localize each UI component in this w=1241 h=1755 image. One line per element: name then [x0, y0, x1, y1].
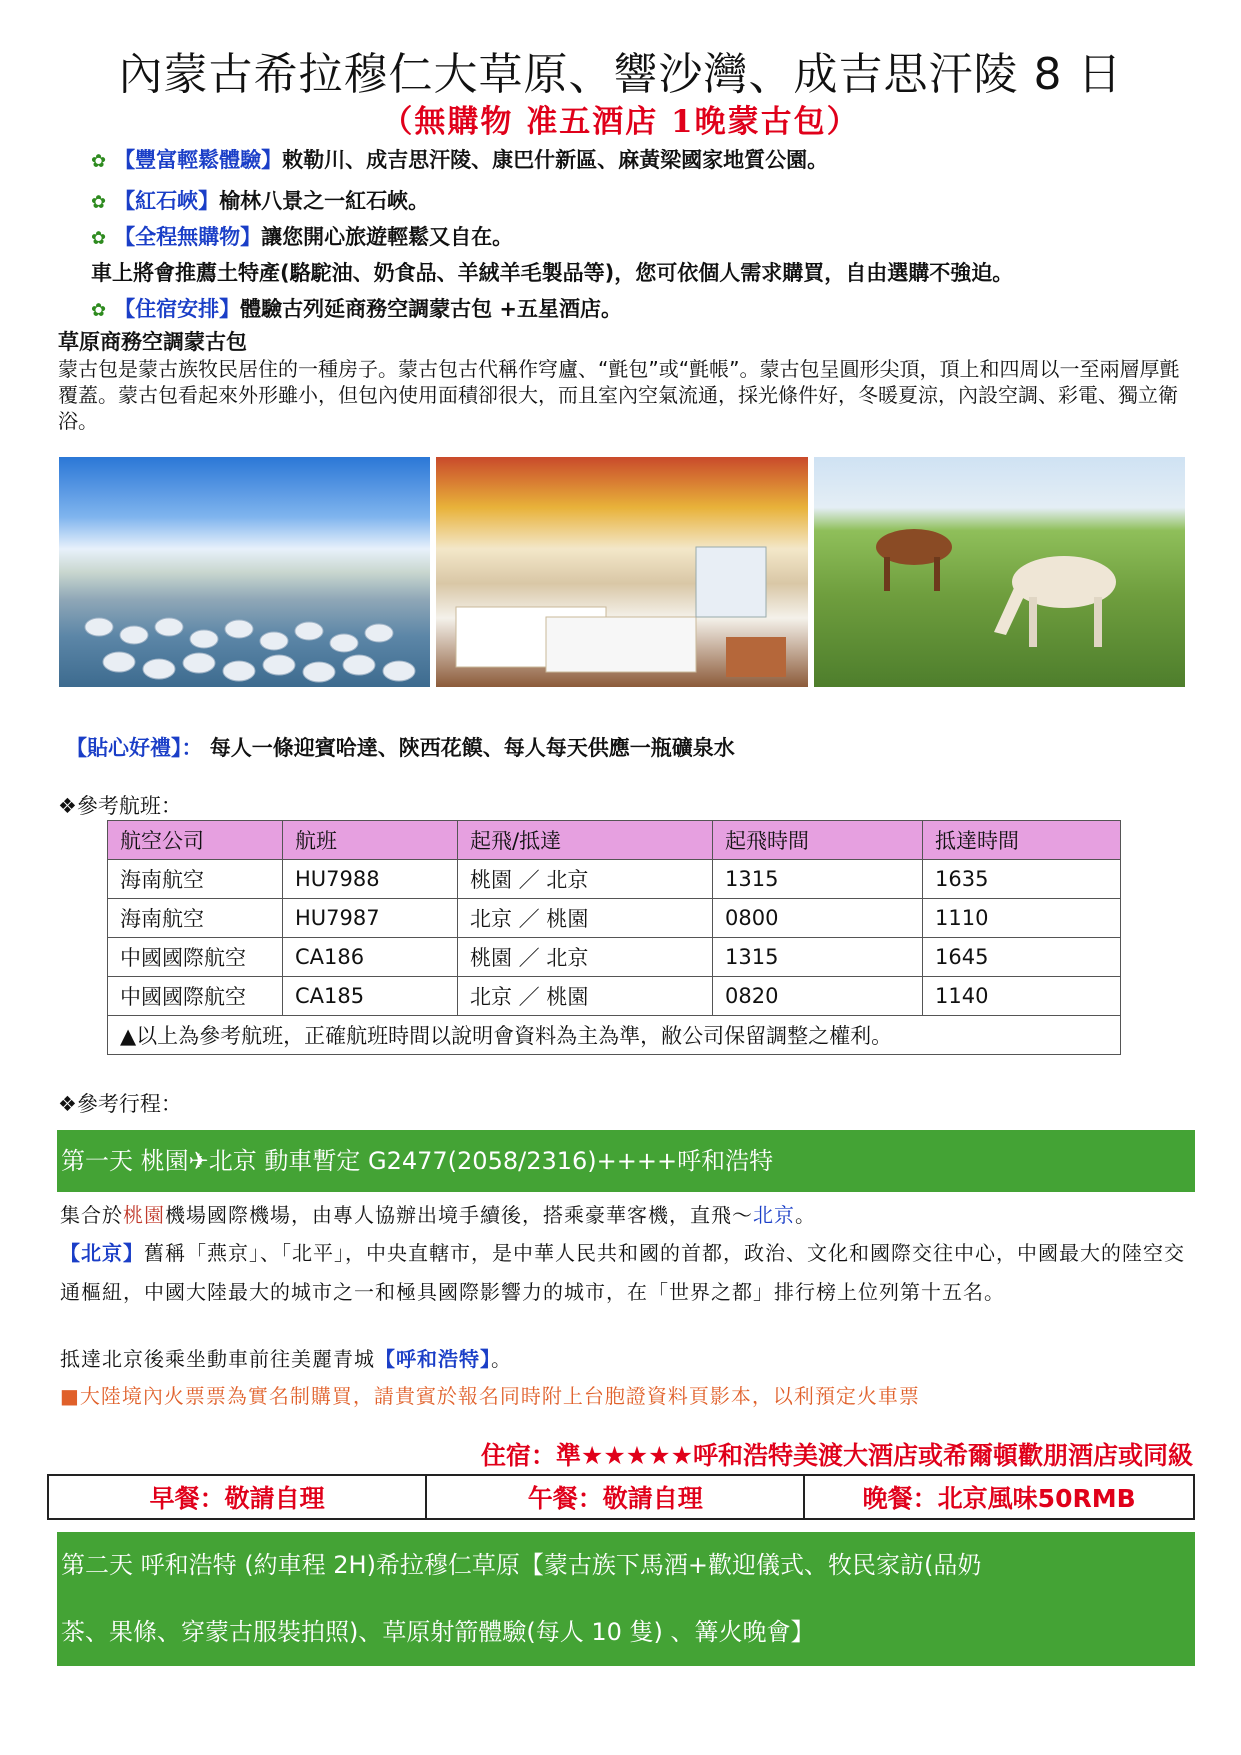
- table-header-row: [108, 821, 1121, 860]
- column-header: 航班: [283, 821, 458, 860]
- highlight-item: ✿ 【紅石峽】榆林八景之一紅石峽。: [91, 189, 430, 213]
- flights-table: [107, 820, 1121, 1055]
- table-cell: 桃園 ／ 北京: [458, 938, 713, 977]
- flights-note: ▲以上為參考航班，正確航班時間以說明會資料為主為準，敝公司保留調整之權利。: [108, 1016, 1121, 1055]
- table-cell: 北京 ／ 桃園: [458, 899, 713, 938]
- table-row: [108, 938, 1121, 977]
- table-cell: 1315: [713, 860, 923, 899]
- highlight-item: ✿ 【全程無購物】讓您開心旅遊輕鬆又自在。: [91, 225, 514, 249]
- yurt-interior-photo: [436, 457, 807, 687]
- table-cell: 0800: [713, 899, 923, 938]
- table-cell: 北京 ／ 桃園: [458, 977, 713, 1016]
- table-cell: 海南航空: [108, 899, 283, 938]
- day1-paragraph-1: 集合於桃園機場國際機場，由專人協辦出境手續後，搭乘豪華客機，直飛～北京。: [60, 1203, 816, 1227]
- column-header: 起飛/抵達: [458, 821, 713, 860]
- shopping-note: 車上將會推薦土特產(駱駝油、奶食品、羊絨羊毛製品等)，您可依個人需求購買，自由選購不強迫。: [91, 261, 1014, 285]
- day2-title-bar: [57, 1532, 1195, 1666]
- itinerary-section-label: ❖參考行程：: [58, 1092, 182, 1116]
- photo-strip: [59, 457, 1185, 687]
- day1-title-bar: 第一天 桃園✈北京 動車暫定 G2477(2058/2316)++++呼和浩特: [57, 1130, 1195, 1192]
- table-cell: HU7988: [283, 860, 458, 899]
- table-cell: 1140: [923, 977, 1121, 1016]
- table-row: [108, 977, 1121, 1016]
- dinner-cell: 晚餐：北京風味50RMB: [804, 1475, 1194, 1519]
- day1-paragraph-3: 抵達北京後乘坐動車前往美麗青城【呼和浩特】。: [60, 1347, 512, 1371]
- highlight-item: ✿ 【住宿安排】體驗古列延商務空調蒙古包 +五星酒店。: [91, 297, 622, 321]
- flower-icon: ✿: [91, 192, 107, 213]
- table-cell: HU7987: [283, 899, 458, 938]
- day2-title-line-2: 茶、果條、穿蒙古服裝拍照)、草原射箭體驗(每人 10 隻) 、篝火晚會】: [61, 1618, 815, 1646]
- table-cell: 桃園 ／ 北京: [458, 860, 713, 899]
- yurt-heading: 草原商務空調蒙古包: [58, 330, 247, 354]
- table-cell: CA185: [283, 977, 458, 1016]
- yurt-description: 蒙古包是蒙古族牧民居住的一種房子。蒙古包古代稱作穹廬、“氈包”或“氈帳”。蒙古包呈圓形尖頂，頂上和四周以一至兩層厚氈覆蓋。蒙古包看起來外形雖小，但包內使用面積卻很大，而且室內空氣流通，採光條件好，冬暖夏涼，內設空調、彩電、獨立衛浴。: [58, 357, 1180, 433]
- breakfast-cell: 早餐：敬請自理: [48, 1475, 426, 1519]
- table-cell: 1645: [923, 938, 1121, 977]
- column-header: 起飛時間: [713, 821, 923, 860]
- table-cell: 中國國際航空: [108, 977, 283, 1016]
- page-subtitle: （無購物 准五酒店 1晚蒙古包）: [381, 104, 860, 140]
- flower-icon: ✿: [91, 300, 107, 321]
- page-title: 內蒙古希拉穆仁大草原、響沙灣、成吉思汗陵 8 日: [118, 49, 1123, 100]
- day1-lodging: 住宿：準★★★★★呼和浩特美渡大酒店或希爾頓歡朋酒店或同級: [480, 1441, 1193, 1470]
- table-cell: 1110: [923, 899, 1121, 938]
- table-row: [108, 860, 1121, 899]
- day2-title-line-1: 第二天 呼和浩特 (約車程 2H)希拉穆仁草原【蒙古族下馬酒+歡迎儀式、牧民家訪(品奶: [61, 1551, 982, 1579]
- column-header: 航空公司: [108, 821, 283, 860]
- table-cell: 1635: [923, 860, 1121, 899]
- table-cell: 中國國際航空: [108, 938, 283, 977]
- table-cell: 0820: [713, 977, 923, 1016]
- horses-photo: [814, 457, 1185, 687]
- yurt-camp-photo: [59, 457, 430, 687]
- gift-line: 【貼心好禮】： 每人一條迎賓哈達、陝西花饃、每人每天供應一瓶礦泉水: [66, 736, 735, 760]
- column-header: 抵達時間: [923, 821, 1121, 860]
- day1-paragraph-2: 【北京】舊稱「燕京」、「北平」，中央直轄市，是中華人民共和國的首都，政治、文化和國際交往中心，中國最大的陸空交通樞紐，中國大陸最大的城市之一和極具國際影響力的城市，在「世界之都」排行榜上位列第十五名。: [60, 1241, 1185, 1304]
- flower-icon: ✿: [91, 228, 107, 249]
- flower-icon: ✿: [91, 151, 107, 172]
- train-ticket-note: ■大陸境內火票票為實名制購買，請貴賓於報名同時附上台胞證資料頁影本，以利預定火車票: [60, 1384, 920, 1408]
- table-cell: 海南航空: [108, 860, 283, 899]
- table-note-row: [108, 1016, 1121, 1055]
- highlight-item: ✿ 【豐富輕鬆體驗】敕勒川、成吉思汗陵、康巴什新區、麻黃梁國家地質公園。: [91, 148, 829, 172]
- day1-meals-table: [47, 1474, 1195, 1520]
- table-row: [108, 899, 1121, 938]
- lunch-cell: 午餐：敬請自理: [426, 1475, 804, 1519]
- table-cell: 1315: [713, 938, 923, 977]
- flights-section-label: ❖參考航班：: [58, 794, 182, 818]
- table-cell: CA186: [283, 938, 458, 977]
- meals-row: [48, 1475, 1194, 1519]
